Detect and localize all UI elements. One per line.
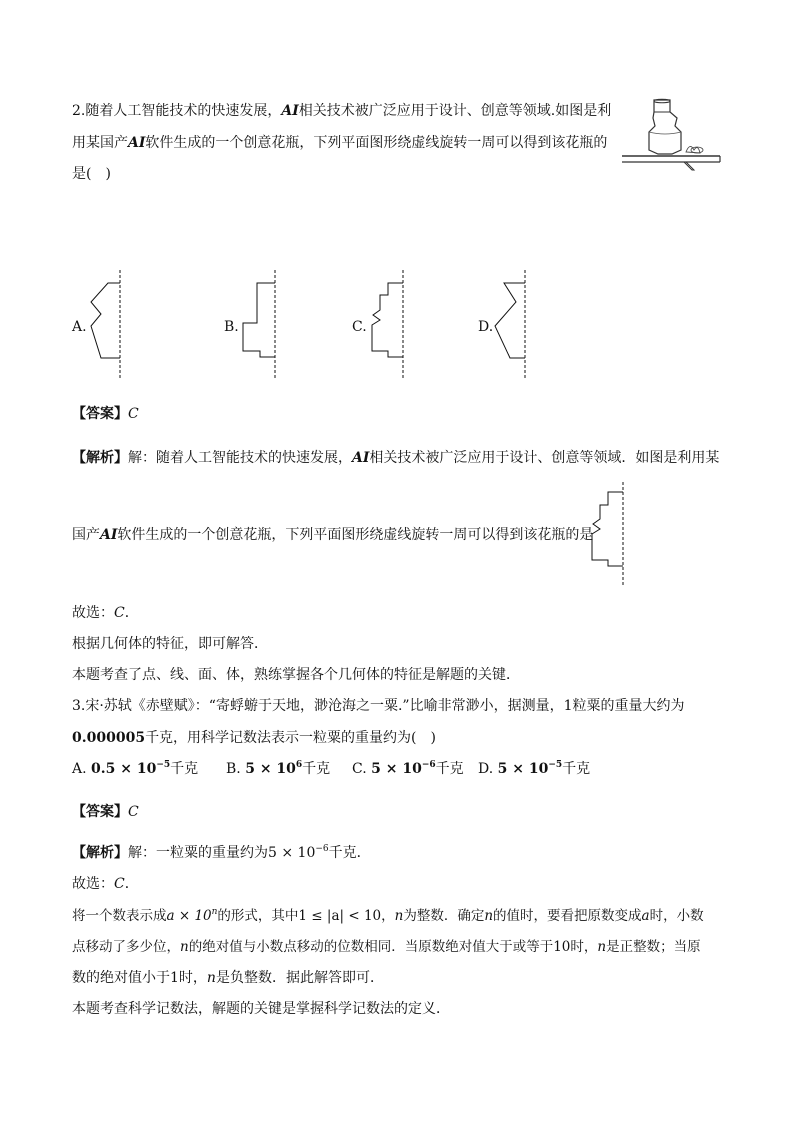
analysis-tag: 【解析】 — [72, 450, 128, 466]
option-d-label[interactable]: D. — [478, 319, 494, 335]
vase-on-shelf-image — [620, 98, 722, 174]
analysis-figure — [585, 480, 629, 588]
q3-explanation-1: 将一个数表示成$a \times 10^n$的形式，其中1 ≤ |a| < 10，n为整数．确定n的值时，要看把原数变成a时，小数 — [72, 907, 704, 924]
q3-option-d[interactable]: D. $5 \times 10^{-5}$千克 — [478, 760, 591, 777]
q3-line-2: 0.000005千克，用科学记数法表示一粒粟的重量约为( ) — [72, 730, 436, 746]
option-b-label[interactable]: B. — [224, 319, 239, 335]
option-d-figure[interactable] — [490, 268, 534, 380]
question-number: 2. — [72, 103, 86, 119]
answer-value: C — [128, 406, 139, 422]
q2-analysis-line-1: 【解析】解：随着人工智能技术的快速发展，AI相关技术被广泛应用于设计、创意等领域．如图是利用某 — [72, 450, 720, 466]
q3-option-c[interactable]: C. $5 \times 10^{-6}$千克 — [352, 760, 464, 777]
q2-line-3: 是( ) — [72, 166, 111, 182]
q3-analysis: 【解析】解：一粒粟的重量约为$5 \times 10^{-6}$千克． — [72, 844, 371, 861]
q2-answer — [72, 404, 139, 424]
option-c-figure[interactable] — [365, 268, 409, 380]
q3-explanation-2: 点移动了多少位，n的绝对值与小数点移动的位数相同．当原数绝对值大于或等于10时，n是正整数；当原 — [72, 939, 701, 955]
q2-analysis-line-2: 国产AI软件生成的一个创意花瓶，下列平面图形绕虚线旋转一周可以得到该花瓶的是 — [72, 527, 594, 543]
q3-explanation-3: 数的绝对值小于1时，n是负整数．据此解答即可． — [72, 970, 384, 986]
option-c-label[interactable]: C. — [352, 319, 367, 335]
q3-choose: 故选：C． — [72, 876, 139, 892]
answer-tag: 【答案】 — [72, 406, 128, 422]
option-a-label[interactable]: A. — [72, 319, 87, 335]
q2-note-1: 根据几何体的特征，即可解答． — [72, 636, 268, 652]
option-b-figure[interactable] — [238, 268, 282, 380]
q3-answer — [72, 802, 139, 822]
q3-note: 本题考查科学记数法，解题的关键是掌握科学记数法的定义． — [72, 1001, 450, 1017]
option-a-figure[interactable] — [86, 268, 126, 380]
q3-option-a[interactable]: A. $0.5 \times 10^{-5}$千克 — [72, 760, 199, 777]
q2-line-1: 2.随着人工智能技术的快速发展，AI相关技术被广泛应用于设计、创意等领域.如图是利 — [72, 103, 612, 119]
q2-note-2: 本题考查了点、线、面、体，熟练掌握各个几何体的特征是解题的关键． — [72, 667, 520, 683]
answer-tag: 【答案】 — [72, 804, 128, 820]
q3-option-b[interactable]: B. $5 \times 10^6$千克 — [226, 760, 331, 777]
q2-choose: 故选：C． — [72, 605, 139, 621]
analysis-tag: 【解析】 — [72, 845, 128, 861]
answer-value: C — [128, 804, 139, 820]
q3-line-1: 3.宋·苏轼《赤壁赋》：“寄蜉蝣于天地，渺沧海之一粟.”比喻非常渺小，据测量，1粒粟的重量大约为 — [72, 698, 685, 714]
q2-line-2: 用某国产AI软件生成的一个创意花瓶，下列平面图形绕虚线旋转一周可以得到该花瓶的 — [72, 135, 608, 151]
